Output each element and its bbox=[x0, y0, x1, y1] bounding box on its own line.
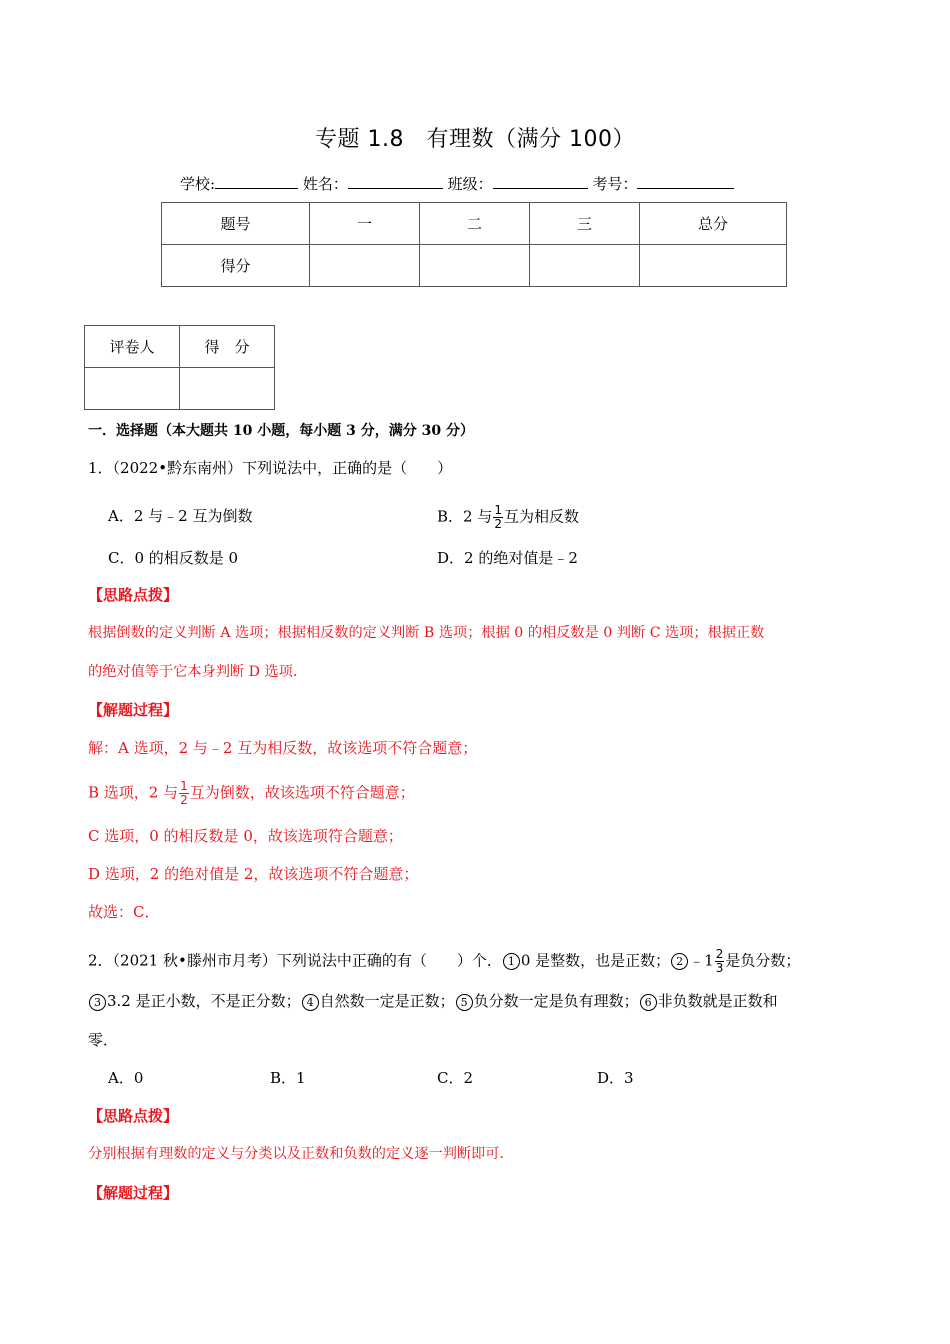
grader-score-label: 得 分 bbox=[180, 326, 275, 368]
question-1-stem: 1．（2022•黔东南州）下列说法中，正确的是（ ） bbox=[88, 459, 453, 477]
grader-label: 评卷人 bbox=[85, 326, 180, 368]
score-header-cell: 二 bbox=[420, 203, 530, 245]
q1-solution-d: D 选项，2 的绝对值是 2，故该选项不符合题意； bbox=[88, 865, 419, 883]
exam-no-blank[interactable] bbox=[637, 174, 734, 189]
score-header-cell: 总分 bbox=[640, 203, 787, 245]
circled-number-4: 4 bbox=[302, 994, 319, 1011]
score-header-cell: 三 bbox=[530, 203, 640, 245]
q1-option-b-suffix: 互为相反数 bbox=[503, 507, 579, 526]
score-cell[interactable] bbox=[420, 245, 530, 287]
q1-process-label: 【解题过程】 bbox=[88, 701, 179, 719]
fraction-one-half: $\frac{1}{2}$ bbox=[494, 503, 502, 531]
circled-number-6: 6 bbox=[640, 994, 657, 1011]
school-blank[interactable] bbox=[215, 174, 298, 189]
q1-hint-label: 【思路点拨】 bbox=[88, 586, 179, 604]
question-2-stem bbox=[88, 948, 800, 975]
q1-solution-a: 解：A 选项，2 与﹣2 互为相反数，故该选项不符合题意； bbox=[88, 739, 478, 757]
q2-statement-4: 自然数一定是正数； bbox=[319, 992, 455, 1010]
score-cell[interactable] bbox=[530, 245, 640, 287]
school-label: 学校: bbox=[180, 175, 216, 193]
question-2-line-2 bbox=[88, 991, 778, 1011]
q1-option-a: A．2 与﹣2 互为倒数 bbox=[108, 507, 253, 525]
fraction-one-half: $\frac{1}{2}$ bbox=[180, 779, 188, 807]
grader-score-cell[interactable] bbox=[180, 368, 275, 410]
q2-statement-6-continued: 零． bbox=[88, 1031, 119, 1049]
q2-statement-6: 非负数就是正数和 bbox=[657, 992, 778, 1010]
q1-solution-b bbox=[88, 780, 415, 807]
student-info-line bbox=[180, 173, 734, 194]
class-label: 班级： bbox=[447, 175, 493, 193]
q2-statement-3: 3.2 是正小数，不是正分数； bbox=[107, 992, 301, 1010]
q1-solution-c: C 选项，0 的相反数是 0，故该选项符合题意； bbox=[88, 827, 403, 845]
q1-hint-line-2: 的绝对值等于它本身判断 D 选项． bbox=[88, 664, 308, 680]
q1-hint-line-1: 根据倒数的定义判断 A 选项；根据相反数的定义判断 B 选项；根据 0 的相反数是 0 判断 C 选项；根据正数 bbox=[88, 625, 765, 641]
score-header-cell: 题号 bbox=[162, 203, 310, 245]
q1-solution-b-prefix: B 选项，2 与 bbox=[88, 783, 179, 802]
score-header-cell: 一 bbox=[310, 203, 420, 245]
q2-option-d: D．3 bbox=[597, 1069, 634, 1087]
q2-hint-label: 【思路点拨】 bbox=[88, 1107, 179, 1125]
score-table bbox=[161, 202, 787, 287]
circled-number-2: 2 bbox=[671, 953, 688, 970]
score-row-label: 得分 bbox=[162, 245, 310, 287]
name-label: 姓名： bbox=[302, 175, 348, 193]
section-heading: 一．选择题（本大题共 10 小题，每小题 3 分，满分 30 分） bbox=[88, 423, 474, 439]
grader-table bbox=[84, 325, 275, 410]
q2-stem-prefix: 2．（2021 秋•滕州市月考）下列说法中正确的有（ ）个． bbox=[88, 951, 502, 970]
circled-number-3: 3 bbox=[89, 994, 106, 1011]
page-title: 专题 1.8 有理数（满分 100） bbox=[315, 127, 635, 152]
q2-statement-5: 负分数一定是负有理数； bbox=[473, 992, 639, 1010]
q2-hint: 分别根据有理数的定义与分类以及正数和负数的定义逐一判断即可． bbox=[88, 1146, 514, 1162]
circled-number-1: 1 bbox=[503, 953, 520, 970]
q1-solution-b-suffix: 互为倒数，故该选项不符合题意； bbox=[189, 783, 415, 802]
q1-option-b-prefix: B．2 与 bbox=[437, 507, 493, 526]
class-blank[interactable] bbox=[493, 174, 588, 189]
circled-number-5: 5 bbox=[456, 994, 473, 1011]
grader-cell[interactable] bbox=[85, 368, 180, 410]
q2-option-c: C．2 bbox=[437, 1069, 474, 1087]
fraction-two-thirds: $\frac{2}{3}$ bbox=[715, 947, 724, 975]
q1-answer: 故选：C． bbox=[88, 903, 160, 921]
q1-option-b bbox=[437, 504, 579, 531]
score-cell[interactable] bbox=[640, 245, 787, 287]
q1-option-d: D．2 的绝对值是﹣2 bbox=[437, 549, 578, 567]
name-blank[interactable] bbox=[348, 174, 443, 189]
q2-statement-2-prefix: ﹣1 bbox=[689, 951, 714, 970]
q2-statement-2-suffix: 是负分数； bbox=[725, 951, 801, 970]
q1-option-c: C．0 的相反数是 0 bbox=[108, 549, 239, 567]
q2-option-b: B．1 bbox=[270, 1069, 306, 1087]
exam-no-label: 考号： bbox=[592, 175, 638, 193]
q2-option-a: A．0 bbox=[108, 1069, 144, 1087]
q2-process-label: 【解题过程】 bbox=[88, 1184, 179, 1202]
q2-statement-1: 0 是整数，也是正数； bbox=[520, 951, 671, 970]
score-cell[interactable] bbox=[310, 245, 420, 287]
